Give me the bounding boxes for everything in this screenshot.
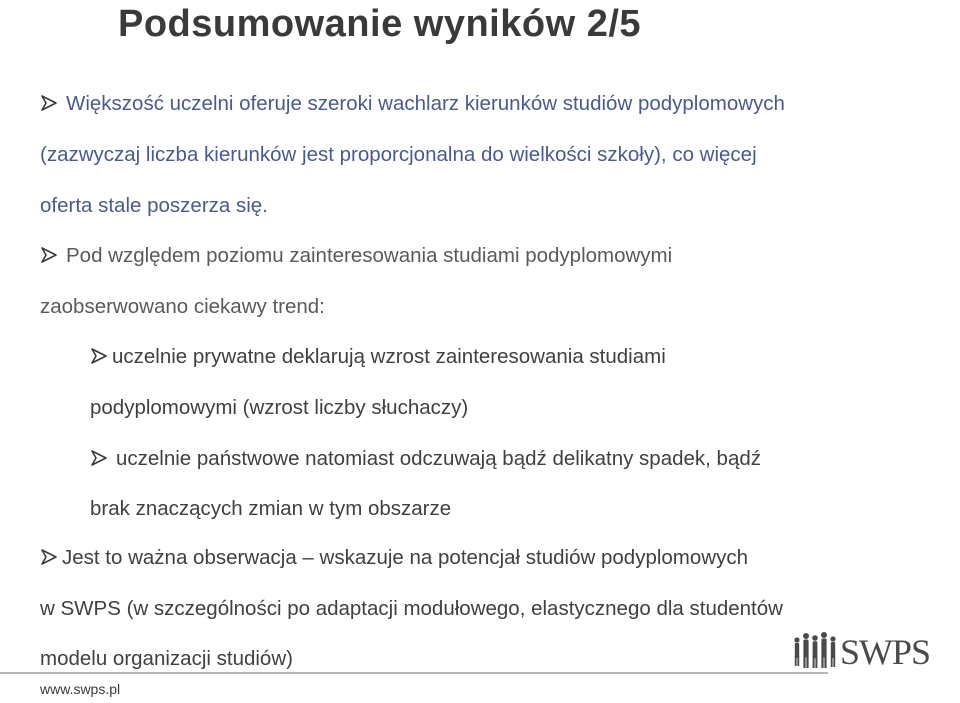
swps-people-logo-icon [792, 632, 838, 670]
arrowhead-bullet-icon [40, 94, 58, 112]
bullet-text: (zazwyczaj liczba kierunków jest proporcjonalna do wielkości szkoły), co więcej [40, 143, 757, 166]
bullet-text: Jest to ważna obserwacja – wskazuje na potencjał studiów podyplomowych [62, 546, 748, 569]
bullet-text: podyplomowymi (wzrost liczby słuchaczy) [90, 396, 469, 419]
swps-logo [792, 632, 930, 670]
footer-divider [0, 672, 828, 674]
bullet-1-line-2 [40, 141, 757, 169]
sub-bullet-1-line-1 [90, 343, 666, 371]
bullet-text: Pod względem poziomu zainteresowania studiami podyplomowymi [66, 244, 673, 267]
swps-logo-text: SWPS [840, 632, 931, 672]
arrowhead-bullet-icon [40, 548, 58, 566]
arrowhead-bullet-icon [40, 246, 58, 264]
bullet-1-line-1 [40, 90, 785, 118]
bullet-3-line-3 [40, 645, 293, 673]
bullet-1-line-3 [40, 192, 268, 220]
bullet-text: oferta stale poszerza się. [40, 194, 268, 217]
bullet-text: zaobserwowano ciekawy trend: [40, 295, 325, 318]
arrowhead-bullet-icon [90, 347, 108, 365]
sub-bullet-1-line-2 [90, 394, 468, 422]
sub-bullet-2-line-2 [90, 495, 451, 523]
bullet-3-line-2 [40, 595, 783, 623]
bullet-text: modelu organizacji studiów) [40, 647, 293, 670]
bullet-2-line-1 [40, 242, 672, 270]
sub-bullet-2-line-1 [90, 445, 761, 473]
bullet-3-line-1 [40, 544, 748, 572]
bullet-2-line-2 [40, 293, 325, 321]
bullet-text: uczelnie państwowe natomiast odczuwają bądź delikatny spadek, bądź [116, 447, 761, 470]
bullet-text: uczelnie prywatne deklarują wzrost zainteresowania studiami [112, 345, 666, 368]
footer-url[interactable]: www.swps.pl [40, 681, 121, 697]
arrowhead-bullet-icon [90, 449, 108, 467]
bullet-text: Większość uczelni oferuje szeroki wachlarz kierunków studiów podyplomowych [66, 92, 785, 115]
bullet-text: brak znaczących zmian w tym obszarze [90, 497, 452, 520]
bullet-text: w SWPS (w szczególności po adaptacji modułowego, elastycznego dla studentów [40, 597, 783, 620]
slide-title: Podsumowanie wyników 2/5 [118, 3, 642, 45]
